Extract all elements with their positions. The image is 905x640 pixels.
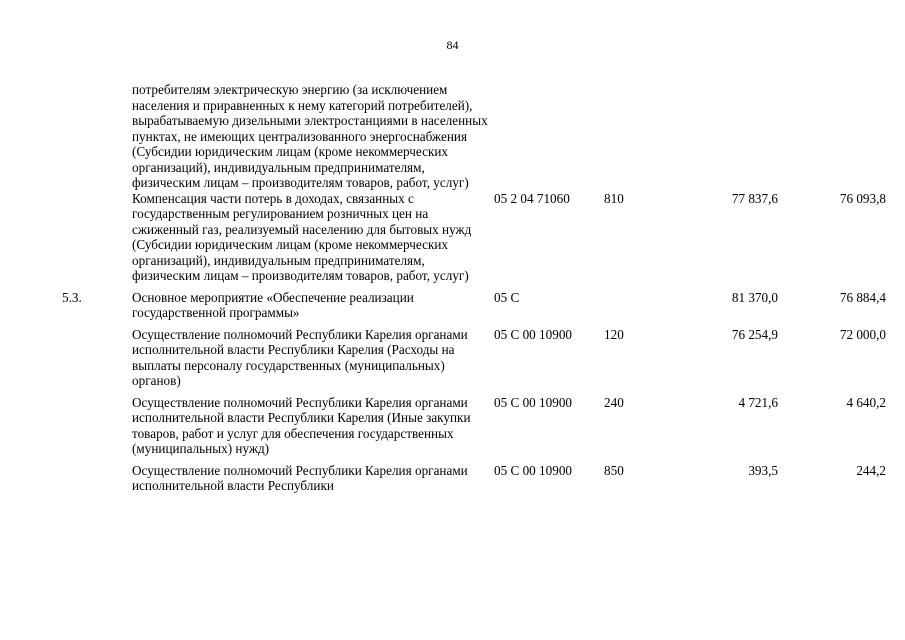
row-number: 5.3.: [62, 289, 82, 305]
table-row: [62, 457, 886, 494]
page-number: 84: [446, 38, 459, 52]
target-article-code: 05 2 04 71060: [494, 190, 570, 206]
amount-year-1: 4 721,6: [738, 394, 778, 410]
row-description: Основное мероприятие «Обеспечение реализации государственной программы»: [132, 289, 414, 320]
row-description: потребителям электрическую энергию (за исключением населения и приравненных к нему категорий потребителей), вырабатываемую дизельными электростанциями в населенных пунктах, не имеющих централизованного энергоснабжения (Субсидии юридическим лицам (кроме некоммерческих организаций), индивидуальным предпринимателям, физическим лицам – производителям товаров, работ, услуг): [132, 82, 488, 190]
table-row: [62, 82, 886, 191]
row-number: [62, 82, 132, 191]
row-number: [62, 321, 132, 389]
row-number: [62, 389, 132, 457]
target-article-code: 05 С 00 10900: [494, 394, 573, 410]
expense-type-code: 240: [604, 394, 624, 410]
amount-year-2: 76 093,8: [839, 190, 886, 206]
row-description: Компенсация части потерь в доходах, связанных с государственным регулированием розничных цен на сжиженный газ, реализуемый населению для бытовых нужд (Субсидии юридическим лицам (кроме некоммерческих организаций), индивидуальным предпринимателям, физическим лицам – производителям товаров, работ, услуг): [132, 190, 472, 283]
amount-year-1: 76 254,9: [731, 326, 778, 342]
expense-type-code: 810: [604, 190, 624, 206]
amount-year-1: 393,5: [748, 462, 778, 478]
row-description: Осуществление полномочий Республики Карелия органами исполнительной власти Республики: [132, 462, 468, 493]
target-article-code: 05 С 00 10900: [494, 462, 573, 478]
amount-year-2: 244,2: [856, 462, 886, 478]
table-row: [62, 191, 886, 284]
row-number: [62, 191, 132, 284]
row-description: Осуществление полномочий Республики Карелия органами исполнительной власти Республики Карелия (Расходы на выплаты персоналу государственных (муниципальных) органов): [132, 326, 468, 388]
target-article-code: [494, 82, 604, 191]
expense-type-code: 850: [604, 462, 624, 478]
expense-type-code: [604, 284, 646, 321]
budget-table: [62, 82, 886, 494]
amount-year-2: [778, 82, 886, 191]
row-description: Осуществление полномочий Республики Карелия органами исполнительной власти Республики Карелия (Иные закупки товаров, работ и услуг для обеспечения государственных (муниципальных) нужд): [132, 394, 471, 456]
amount-year-2: 72 000,0: [839, 326, 886, 342]
table-row: [62, 389, 886, 457]
amount-year-1: 81 370,0: [731, 289, 778, 305]
table-row: [62, 321, 886, 389]
table-row: [62, 284, 886, 321]
expense-type-code: 120: [604, 326, 624, 342]
row-number: [62, 457, 132, 494]
amount-year-1: [646, 82, 778, 191]
target-article-code: 05 С: [494, 289, 520, 305]
target-article-code: 05 С 00 10900: [494, 326, 573, 342]
expense-type-code: [604, 82, 646, 191]
amount-year-1: 77 837,6: [731, 190, 778, 206]
amount-year-2: 4 640,2: [846, 394, 886, 410]
amount-year-2: 76 884,4: [839, 289, 886, 305]
